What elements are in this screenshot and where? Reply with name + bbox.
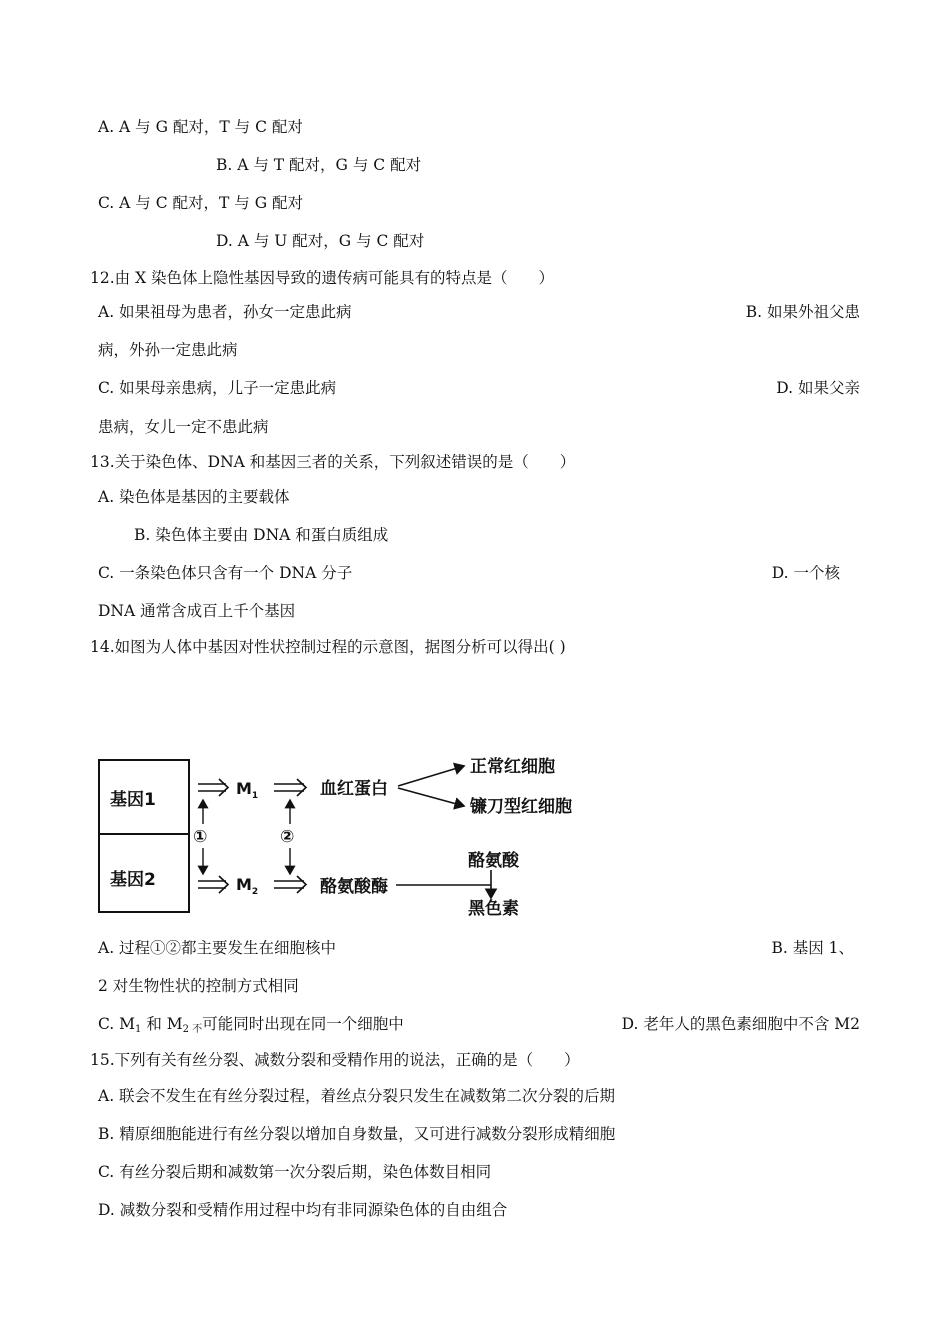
q12-option-c: C. 如果母亲患病，儿子一定患此病 [98, 379, 337, 397]
q14-option-d: D. 老年人的黑色素细胞中不含 M2 [621, 1015, 860, 1033]
m1-label: $M_1$ [236, 779, 259, 801]
protein-label: 血红蛋白 [320, 779, 388, 799]
q14-stem: 14.如图为人体中基因对性状控制过程的示意图，据图分析可以得出( ) [90, 638, 566, 656]
double-arrow-gene2-m2 [198, 876, 228, 893]
q11-option-b: B. A 与 T 配对，G 与 C 配对 [216, 156, 422, 174]
q12-option-b-line2: 病，外孙一定患此病 [98, 341, 238, 359]
double-arrow-m1-protein [274, 779, 306, 796]
melanin-label: 黑色素 [468, 899, 519, 918]
q14-option-b-line1: B. 基因 1、 [771, 939, 854, 957]
q12-option-d-line1: D. 如果父亲 [776, 379, 860, 397]
gene-expression-diagram [96, 748, 596, 918]
q13-option-b: B. 染色体主要由 DNA 和蛋白质组成 [134, 526, 389, 544]
gene2-label: 基因2 [110, 870, 156, 890]
tyrosine-label: 酪氨酸 [468, 851, 519, 871]
q13-option-c: C. 一条染色体只含有一个 DNA 分子 [98, 564, 353, 582]
q15-option-a: A. 联会不发生在有丝分裂过程，着丝点分裂只发生在减数第二次分裂的后期 [98, 1087, 616, 1105]
step2-label: ② [280, 827, 295, 847]
q15-option-c: C. 有丝分裂后期和减数第一次分裂后期，染色体数目相同 [98, 1163, 492, 1181]
double-arrow-gene1-m1 [198, 779, 228, 796]
q15-option-d: D. 减数分裂和受精作用过程中均有非同源染色体的自由组合 [98, 1201, 508, 1219]
q13-option-d-line1: D. 一个核 [771, 564, 840, 582]
arrow-to-normal-rbc [398, 766, 464, 786]
q15-option-b: B. 精原细胞能进行有丝分裂以增加自身数量，又可进行减数分裂形成精细胞 [98, 1125, 616, 1143]
q13-stem: 13.关于染色体、DNA 和基因三者的关系，下列叙述错误的是（ ） [90, 453, 576, 471]
q14-option-a: A. 过程①②都主要发生在细胞核中 [98, 939, 337, 957]
q14-option-b-line2: 2 对生物性状的控制方式相同 [98, 977, 299, 995]
q15-stem: 15.下列有关有丝分裂、减数分裂和受精作用的说法，正确的是（ ） [90, 1051, 580, 1069]
q13-option-a: A. 染色体是基因的主要载体 [98, 488, 290, 506]
q12-option-b-line1: B. 如果外祖父患 [745, 303, 860, 321]
q11-option-a: A. A 与 G 配对，T 与 C 配对 [98, 118, 303, 136]
q11-option-d: D. A 与 U 配对，G 与 C 配对 [216, 232, 425, 250]
q14-option-c: C. $M_1$ 和 $M_{2 不}$可能同时出现在同一个细胞中 [98, 1015, 404, 1035]
q12-option-a: A. 如果祖母为患者，孙女一定患此病 [98, 303, 352, 321]
arrow-to-sickle-rbc [398, 788, 464, 806]
q13-option-d-line2: DNA 通常含成百上千个基因 [98, 602, 296, 620]
double-arrow-m2-enzyme [274, 876, 306, 893]
sickle-rbc-label: 镰刀型红细胞 [470, 797, 572, 817]
q12-stem: 12.由 X 染色体上隐性基因导致的遗传病可能具有的特点是（ ） [90, 269, 555, 287]
q11-option-c: C. A 与 C 配对，T 与 G 配对 [98, 194, 303, 212]
m2-label: $M_2$ [236, 875, 259, 897]
enzyme-label: 酪氨酸酶 [320, 877, 388, 897]
q12-option-d-line2: 患病，女儿一定不患此病 [98, 418, 269, 436]
step1-label: ① [193, 827, 208, 847]
normal-rbc-label: 正常红细胞 [470, 757, 555, 777]
gene1-label: 基因1 [110, 790, 156, 810]
